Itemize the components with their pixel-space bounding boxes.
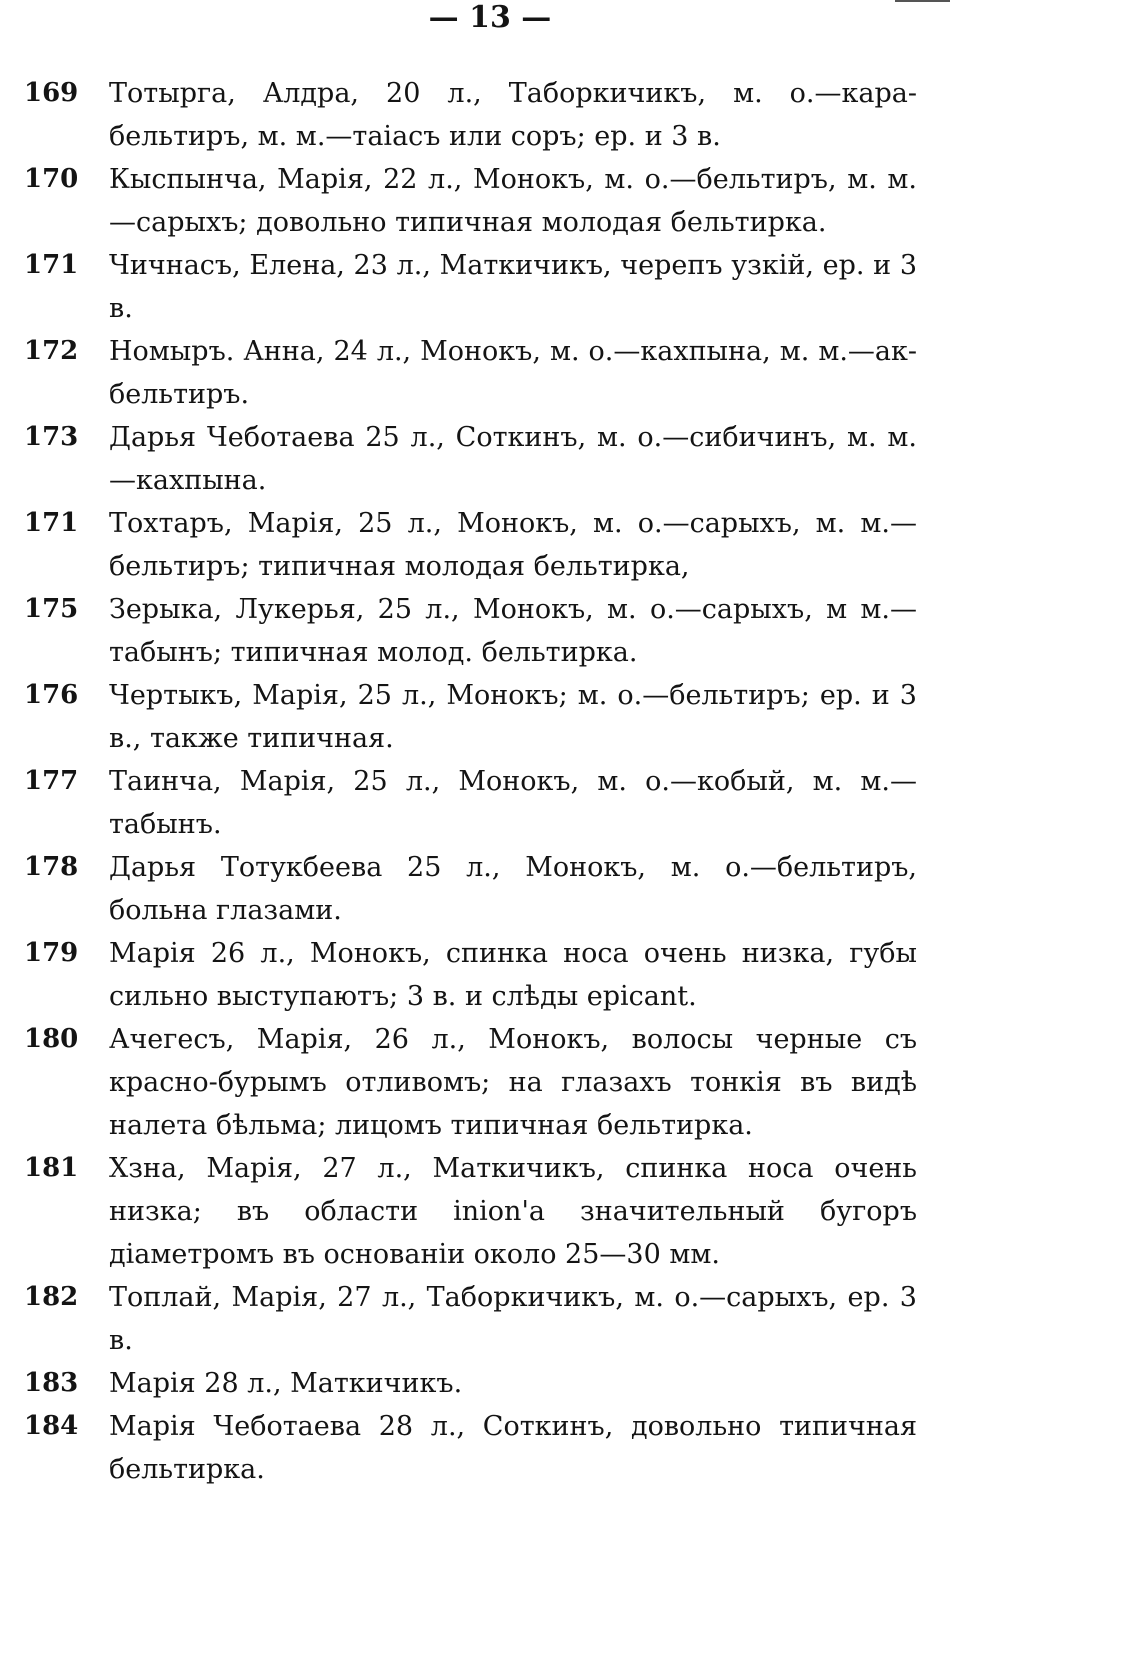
entry xyxy=(24,1018,924,1147)
entry-number: 173 xyxy=(24,422,79,452)
entry xyxy=(24,330,924,416)
entry-number: 169 xyxy=(24,78,79,108)
entry-number: 179 xyxy=(24,938,79,968)
entry-text: Марія Чеботаева 28 л., Соткинъ, довольно типичная бельтирка. xyxy=(109,1411,917,1485)
entry-number: 170 xyxy=(24,164,79,194)
entry-text: Кыспынча, Марія, 22 л., Монокъ, м. о.—бельтиръ, м. м.—сарыхъ; довольно типичная молодая бельтирка. xyxy=(109,164,917,238)
entry-number: 184 xyxy=(24,1411,79,1441)
entry xyxy=(24,846,924,932)
entry xyxy=(24,1276,924,1362)
entry-text: Чичнасъ, Елена, 23 л., Маткичикъ, черепъ узкій, ер. и 3 в. xyxy=(109,250,917,324)
entry xyxy=(24,760,924,846)
entry-text: Чертыкъ, Марія, 25 л., Монокъ; м. о.—бельтиръ; ер. и 3 в., также типичная. xyxy=(109,680,917,754)
entry-text: Марія 26 л., Монокъ, спинка носа очень низка, губы сильно выступаютъ; 3 в. и слѣды epicant. xyxy=(109,938,917,1012)
entry xyxy=(24,502,924,588)
entry xyxy=(24,588,924,674)
entry-text: Тохтаръ, Марія, 25 л., Монокъ, м. о.—сарыхъ, м. м.—бельтиръ; типичная молодая бельтирка, xyxy=(109,508,917,582)
entry-text: Дарья Чеботаева 25 л., Соткинъ, м. о.—сибичинъ, м. м.—кахпына. xyxy=(109,422,917,496)
entry xyxy=(24,244,924,330)
entry-text: Дарья Тотукбеева 25 л., Монокъ, м. о.—бельтиръ, больна глазами. xyxy=(109,852,917,926)
entry-text: Ачегесъ, Марія, 26 л., Монокъ, волосы черные съ красно-бурымъ отливомъ; на глазахъ тонкія въ видѣ налета бѣльма; лицомъ типичная бельтирка. xyxy=(109,1024,917,1141)
entry xyxy=(24,1362,924,1405)
entry-number: 171 xyxy=(24,250,79,280)
entry-number: 182 xyxy=(24,1282,79,1312)
entry xyxy=(24,72,924,158)
entry-text: Зерыка, Лукерья, 25 л., Монокъ, м. о.—сарыхъ, м м.—табынъ; типичная молод. бельтирка. xyxy=(109,594,917,668)
entry-number: 180 xyxy=(24,1024,79,1054)
entry xyxy=(24,1405,924,1491)
top-rule xyxy=(895,0,950,2)
entry-number: 178 xyxy=(24,852,79,882)
entry-text: Таинча, Марія, 25 л., Монокъ, м. о.—кобый, м. м.—табынъ. xyxy=(109,766,917,840)
entry-text: Тотырга, Алдра, 20 л., Таборкичикъ, м. о.—кара-бельтиръ, м. м.—таіасъ или соръ; ер. и 3 в. xyxy=(109,78,917,152)
entry-number: 176 xyxy=(24,680,79,710)
entry-number: 171 xyxy=(24,508,79,538)
entry-number: 172 xyxy=(24,336,79,366)
entry-text: Хзна, Марія, 27 л., Маткичикъ, спинка носа очень низка; въ области inion'а значительный бугоръ діаметромъ въ основаніи около 25—30 мм. xyxy=(109,1153,917,1270)
page-number: — 13 — xyxy=(428,0,552,35)
entry xyxy=(24,158,924,244)
entry-number: 183 xyxy=(24,1368,79,1398)
entry xyxy=(24,932,924,1018)
entry xyxy=(24,674,924,760)
entry-text: Топлай, Марія, 27 л., Таборкичикъ, м. о.—сарыхъ, ер. 3 в. xyxy=(109,1282,917,1356)
entry-number: 181 xyxy=(24,1153,79,1183)
entry xyxy=(24,416,924,502)
entry-number: 175 xyxy=(24,594,79,624)
entry-text: Номыръ. Анна, 24 л., Монокъ, м. о.—кахпына, м. м.—ак-бельтиръ. xyxy=(109,336,917,410)
entry xyxy=(24,1147,924,1276)
entry-text: Марія 28 л., Маткичикъ. xyxy=(109,1368,463,1399)
entry-number: 177 xyxy=(24,766,79,796)
entry-list xyxy=(24,72,924,1491)
